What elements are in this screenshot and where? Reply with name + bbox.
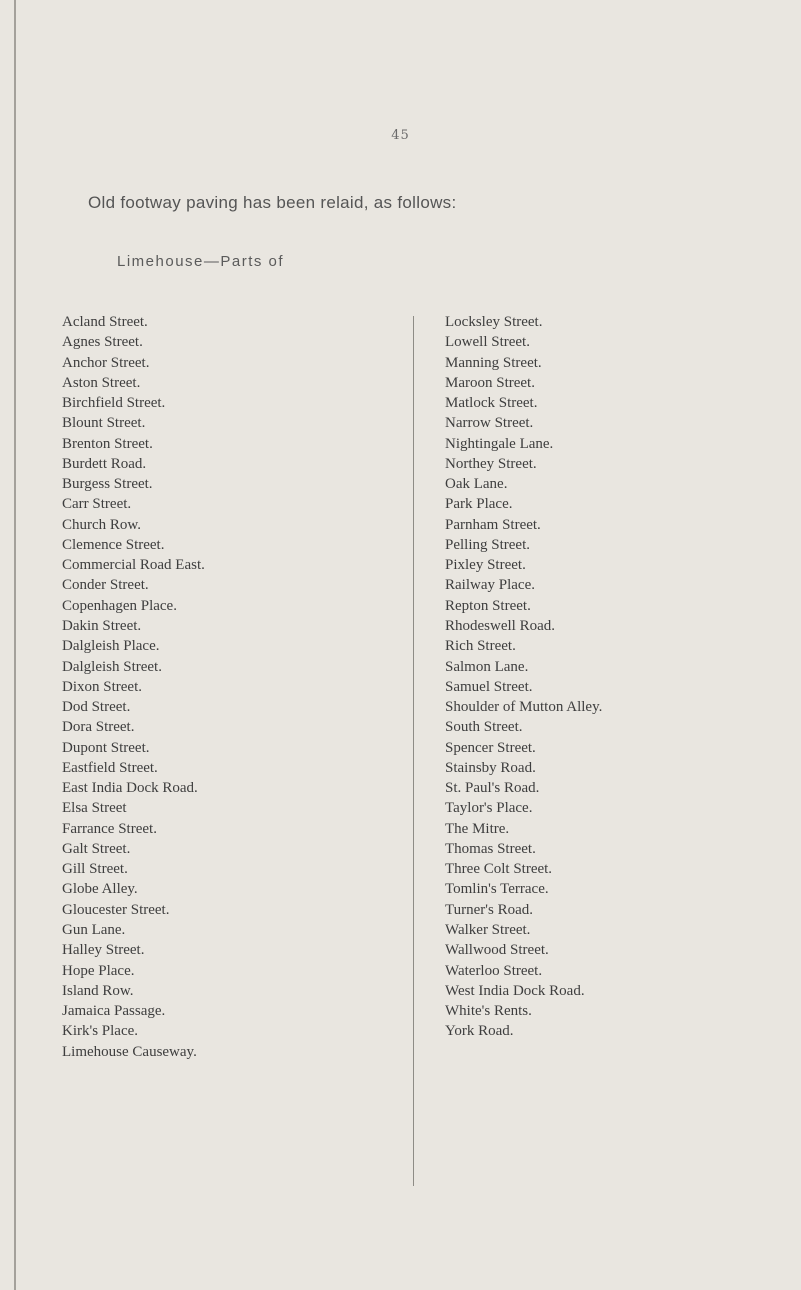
street-name: Dalgleish Place. — [62, 638, 160, 655]
street-name: Gill Street. — [62, 861, 128, 878]
page-edge-line — [14, 0, 16, 1290]
intro-text: Old footway paving has been relaid, as follows: — [88, 193, 457, 212]
page-number: 45 — [391, 128, 410, 143]
street-name: Samuel Street. — [445, 678, 533, 695]
street-name: Three Colt Street. — [445, 861, 553, 878]
street-name: Shoulder of Mutton Alley. — [445, 699, 603, 716]
column-divider — [413, 316, 414, 1186]
street-name: Jamaica Passage. — [62, 1003, 166, 1020]
street-name: Brenton Street. — [62, 435, 153, 452]
street-name: Wallwood Street. — [445, 942, 549, 959]
street-name: Church Row. — [62, 516, 142, 533]
street-name: Waterloo Street. — [445, 962, 543, 979]
street-name: Dakin Street. — [62, 617, 142, 634]
street-name: Oak Lane. — [445, 476, 508, 493]
street-name: Globe Alley. — [62, 881, 138, 898]
street-name: Nightingale Lane. — [445, 435, 554, 452]
street-name: Commercial Road East. — [62, 557, 205, 574]
street-name: West India Dock Road. — [445, 982, 585, 999]
street-name: Dupont Street. — [62, 739, 150, 756]
street-name: White's Rents. — [445, 1003, 532, 1020]
street-name: Halley Street. — [62, 942, 145, 959]
street-name: Conder Street. — [62, 577, 149, 594]
street-name: Lowell Street. — [445, 334, 530, 351]
street-name: Gloucester Street. — [62, 901, 170, 918]
street-name: South Street. — [445, 719, 523, 736]
street-name: Salmon Lane. — [445, 658, 529, 675]
street-name: Dalgleish Street. — [62, 658, 162, 675]
street-name: Acland Street. — [62, 314, 148, 330]
street-name: Farrance Street. — [62, 820, 157, 837]
street-name: Island Row. — [62, 982, 134, 999]
street-name: Dod Street. — [62, 699, 131, 716]
street-name: Eastfield Street. — [62, 759, 158, 776]
street-name: Kirk's Place. — [62, 1023, 139, 1040]
street-name: Spencer Street. — [445, 739, 536, 756]
street-name: Manning Street. — [445, 354, 542, 371]
street-name: Maroon Street. — [445, 374, 535, 391]
street-name: Northey Street. — [445, 455, 537, 472]
street-name: Clemence Street. — [62, 536, 165, 553]
street-name: St. Paul's Road. — [445, 780, 540, 797]
street-name: Burdett Road. — [62, 455, 147, 472]
street-name: Dora Street. — [62, 719, 135, 736]
street-name: Walker Street. — [445, 921, 531, 938]
street-name: Taylor's Place. — [445, 800, 533, 817]
street-name: Rhodeswell Road. — [445, 617, 555, 634]
section-heading: Limehouse—Parts of — [117, 253, 285, 270]
street-name: Elsa Street — [62, 800, 127, 817]
street-name: East India Dock Road. — [62, 780, 198, 797]
street-list-right — [445, 312, 602, 1042]
street-name: Dixon Street. — [62, 678, 142, 695]
street-name: Birchfield Street. — [62, 395, 166, 412]
street-name: Park Place. — [445, 496, 513, 513]
street-name: York Road. — [445, 1023, 514, 1040]
street-name: Galt Street. — [62, 840, 131, 857]
street-name: Carr Street. — [62, 496, 132, 513]
street-name: Railway Place. — [445, 577, 535, 594]
street-name: Tomlin's Terrace. — [445, 881, 549, 898]
street-name: Thomas Street. — [445, 840, 536, 857]
street-name: Repton Street. — [445, 597, 531, 614]
street-name: Stainsby Road. — [445, 759, 536, 776]
street-name: Copenhagen Place. — [62, 597, 177, 614]
street-name: Limehouse Causeway. — [62, 1043, 197, 1060]
street-name: Blount Street. — [62, 415, 146, 432]
street-name: Aston Street. — [62, 374, 141, 391]
street-name: Pelling Street. — [445, 536, 530, 553]
street-name: Locksley Street. — [445, 314, 543, 330]
street-list-left — [62, 312, 205, 1062]
street-name: Hope Place. — [62, 962, 135, 979]
street-name: Turner's Road. — [445, 901, 533, 918]
street-name: Matlock Street. — [445, 395, 538, 412]
street-name: Agnes Street. — [62, 334, 143, 351]
street-name: Rich Street. — [445, 638, 516, 655]
street-name: Narrow Street. — [445, 415, 534, 432]
street-name: Burgess Street. — [62, 476, 153, 493]
street-name: Anchor Street. — [62, 354, 150, 371]
street-name: The Mitre. — [445, 820, 510, 837]
street-name: Gun Lane. — [62, 921, 126, 938]
street-name: Parnham Street. — [445, 516, 541, 533]
street-name: Pixley Street. — [445, 557, 526, 574]
